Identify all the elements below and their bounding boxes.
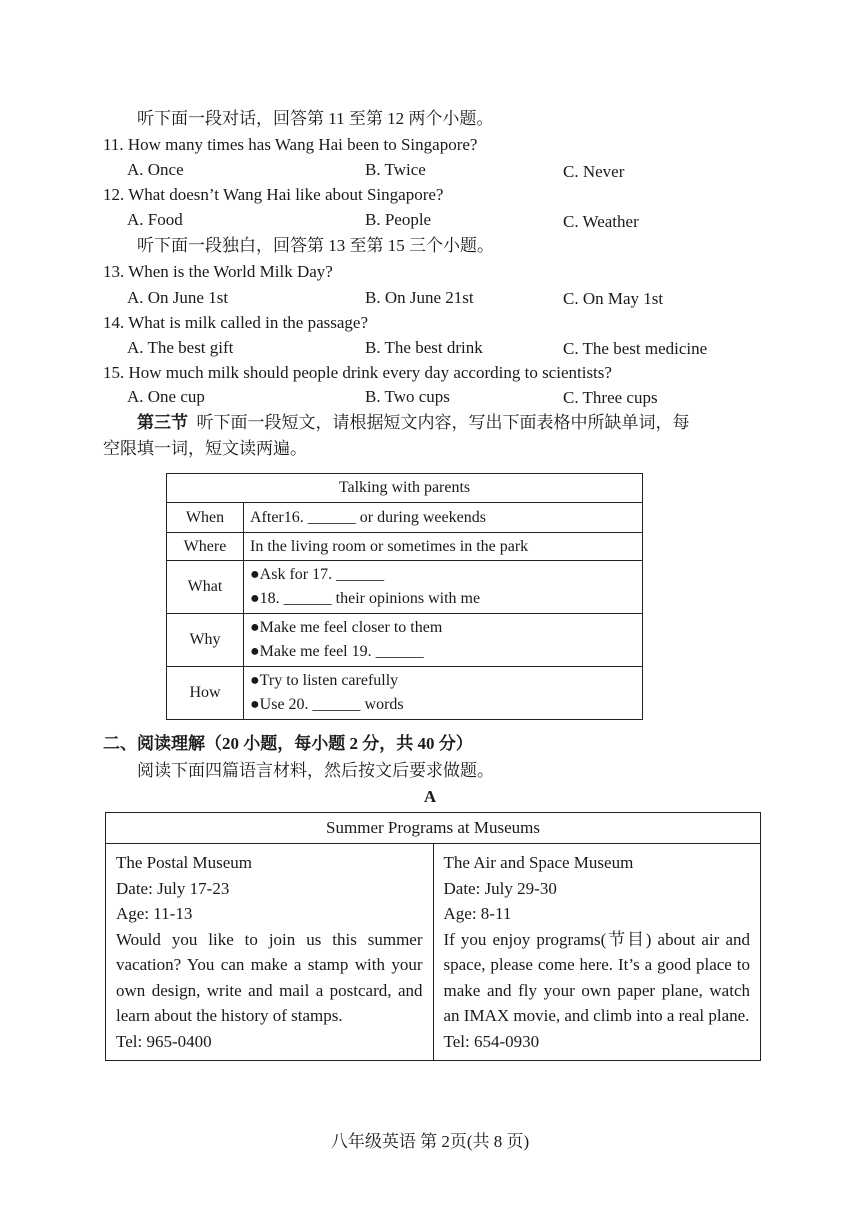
air-space-museum-date: Date: July 29-30 — [443, 878, 557, 898]
question-13: 13. When is the World Milk Day? — [103, 262, 333, 281]
listening-table — [166, 473, 643, 720]
postal-museum-description: Would you like to join us this summer vacation? You can make a stamp with your own design, write and mail a postcard, and learn about the history of stamps. — [116, 929, 423, 1025]
air-space-museum-tel: Tel: 654-0930 — [443, 1031, 540, 1051]
q15-option-a: A. One cup — [127, 387, 205, 406]
blank-19-line: ●Make me feel 19. ______ — [250, 643, 424, 660]
air-space-museum-description: If you enjoy programs(节目) about air and space, please come here. It’s a good place to make and fly your own paper plane, watch an IMAX movie, and climb into a real plane. — [443, 929, 750, 1025]
q14-option-c: C. The best medicine — [563, 339, 708, 358]
section-3-text: 听下面一段短文，请根据短文内容，写出下面表格中所缺单词，每 — [196, 413, 690, 432]
blank-17-line: ●Ask for 17. ______ — [250, 566, 385, 583]
museum-programs-table — [105, 812, 761, 1061]
postal-museum-age: Age: 11-13 — [116, 904, 193, 923]
row-key-when: When — [167, 503, 244, 533]
question-14: 14. What is milk called in the passage? — [103, 313, 369, 332]
q11-option-a: A. Once — [127, 160, 184, 179]
row-key-what: What — [167, 561, 244, 614]
row-key-how: How — [167, 667, 244, 720]
reading-instruction: 阅读下面四篇语言材料，然后按文后要求做题。 — [137, 761, 494, 780]
monologue-instruction: 听下面一段独白，回答第 13 至第 15 三个小题。 — [137, 236, 494, 255]
postal-museum-date: Date: July 17-23 — [116, 878, 230, 898]
row-value-where — [244, 533, 643, 561]
question-11: 11. How many times has Wang Hai been to Singapore? — [103, 135, 478, 154]
page-footer: 八年级英语 第 2页(共 8 页) — [330, 1132, 530, 1151]
row-value-when — [244, 503, 643, 533]
section-3-label: 第三节 — [137, 413, 188, 432]
postal-museum-cell — [106, 844, 434, 1061]
question-12: 12. What doesn’t Wang Hai like about Singapore? — [103, 185, 444, 204]
section-3-instruction — [137, 412, 690, 434]
blank-16-line: After16. ______ or during weekends — [250, 508, 486, 526]
blank-20-line: ●Use 20. ______ words — [250, 696, 404, 713]
q13-option-b: B. On June 21st — [365, 288, 474, 307]
q12-option-c: C. Weather — [563, 212, 639, 231]
q14-option-a: A. The best gift — [127, 338, 234, 357]
row-key-why: Why — [167, 614, 244, 667]
air-space-museum-age: Age: 8-11 — [443, 904, 512, 923]
q11-option-b: B. Twice — [365, 160, 426, 179]
postal-museum-tel: Tel: 965-0400 — [116, 1031, 212, 1051]
dialogue-instruction: 听下面一段对话，回答第 11 至第 12 两个小题。 — [137, 109, 494, 128]
q13-option-c: C. On May 1st — [563, 289, 664, 308]
postal-museum-name: The Postal Museum — [116, 853, 252, 872]
row-key-where: Where — [167, 533, 244, 561]
why-line-1: ●Make me feel closer to them — [250, 619, 443, 636]
where-line: In the living room or sometimes in the park — [250, 537, 529, 555]
listening-table-title: Talking with parents — [167, 474, 643, 503]
reading-heading: 二、阅读理解（20 小题，每小题 2 分，共 40 分） — [103, 734, 473, 753]
passage-label: A — [423, 787, 437, 806]
blank-18-line: ●18. ______ their opinions with me — [250, 590, 481, 607]
row-value-how — [244, 667, 643, 720]
question-15: 15. How much milk should people drink every day according to scientists? — [103, 363, 612, 382]
q12-option-a: A. Food — [127, 210, 183, 229]
section-3-instruction-cont: 空限填一词，短文读两遍。 — [103, 439, 307, 458]
q11-option-c: C. Never — [563, 162, 625, 181]
q15-option-c: C. Three cups — [563, 388, 658, 407]
row-value-why — [244, 614, 643, 667]
air-space-museum-cell — [433, 844, 761, 1061]
air-space-museum-name: The Air and Space Museum — [443, 853, 634, 872]
q13-option-a: A. On June 1st — [127, 288, 229, 307]
museum-table-title: Summer Programs at Museums — [106, 813, 761, 844]
q14-option-b: B. The best drink — [365, 338, 483, 357]
q12-option-b: B. People — [365, 210, 432, 229]
how-line-1: ●Try to listen carefully — [250, 672, 399, 689]
row-value-what — [244, 561, 643, 614]
q15-option-b: B. Two cups — [365, 387, 450, 406]
